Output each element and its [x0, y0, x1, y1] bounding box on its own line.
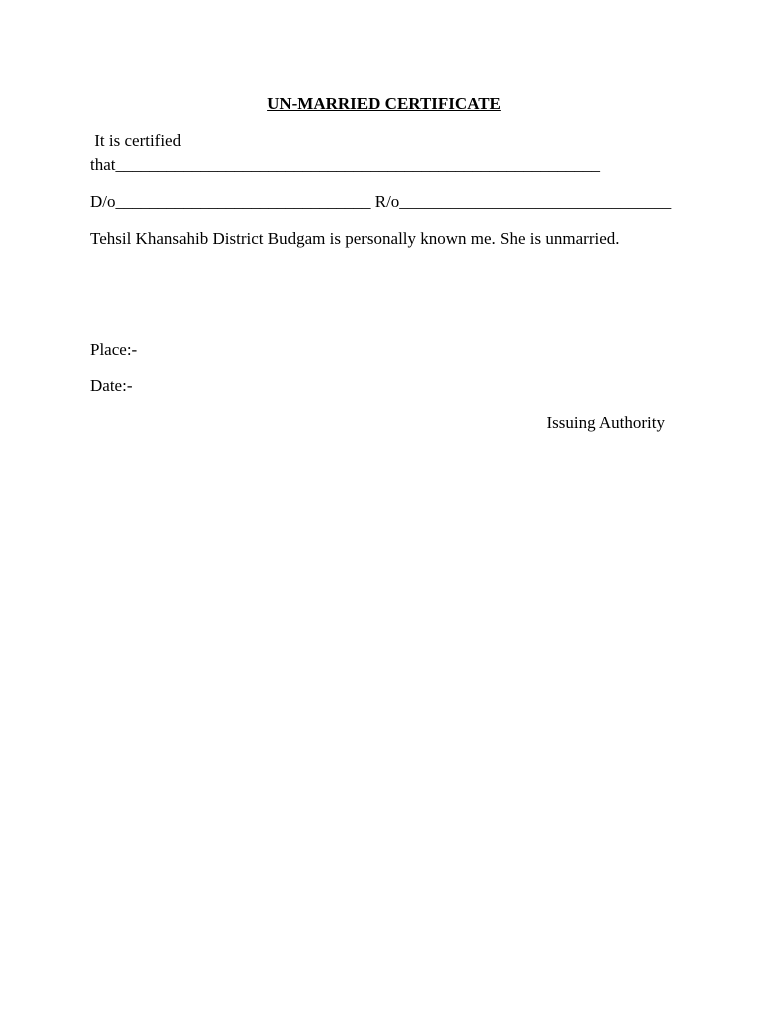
certificate-title: UN-MARRIED CERTIFICATE: [267, 94, 501, 113]
certified-line: It is certified: [90, 131, 182, 150]
issuing-authority-label: Issuing Authority: [546, 413, 665, 432]
daughter-of-resident-of-line: D/o______________________________ R/o________________________________: [90, 192, 672, 211]
date-label: Date:-: [90, 376, 133, 395]
place-label: Place:-: [90, 340, 138, 359]
statement-line: Tehsil Khansahib District Budgam is personally known me. She is unmarried.: [90, 229, 620, 248]
that-blank-line: that_________________________________________________________: [90, 155, 600, 174]
